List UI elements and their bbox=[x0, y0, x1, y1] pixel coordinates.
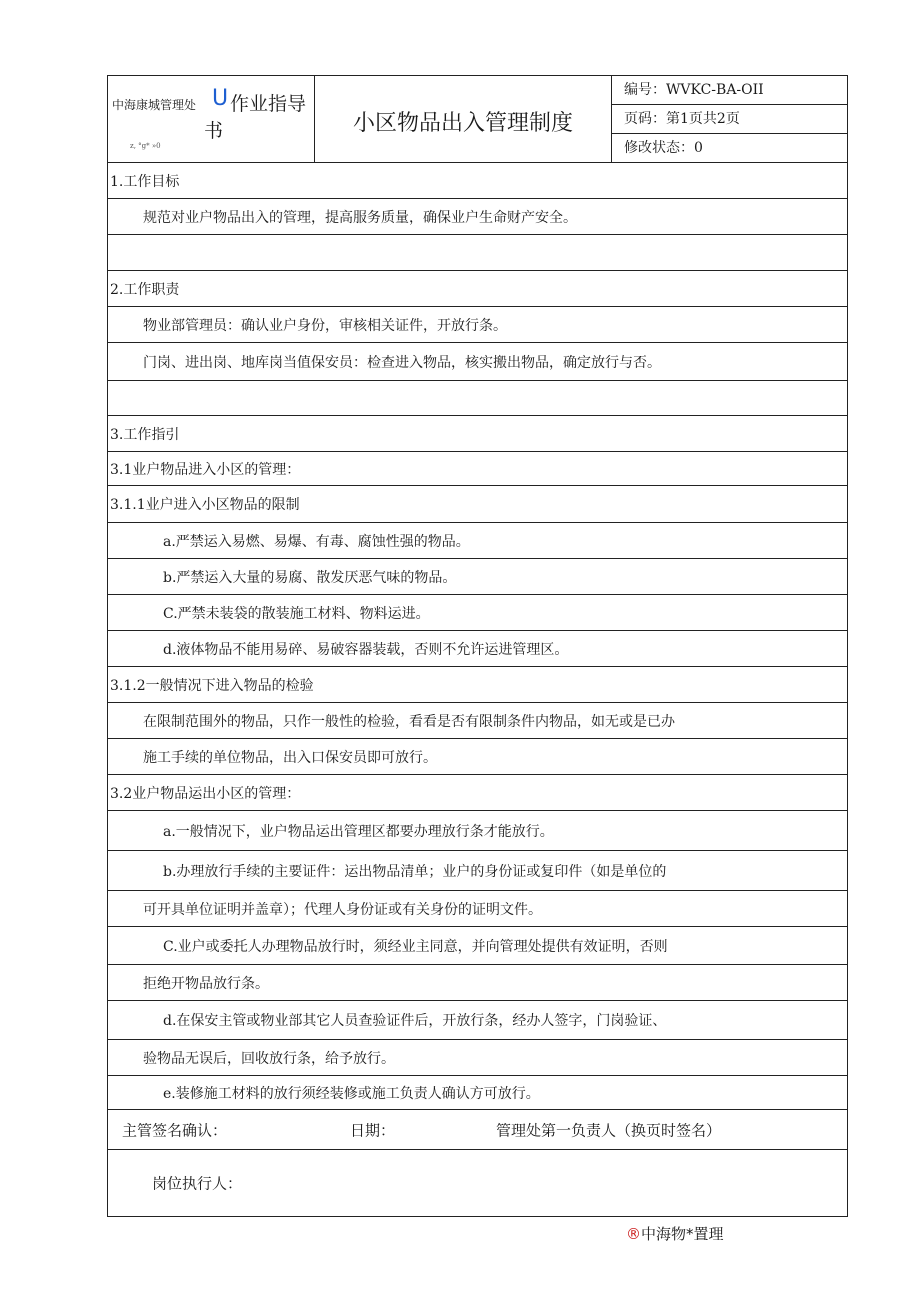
document-header bbox=[108, 76, 847, 163]
row-text: 2.工作职责 bbox=[110, 281, 180, 298]
row-text: b.办理放行手续的主要证件：运出物品清单；业户的身份证或复印件（如是单位的 bbox=[163, 863, 667, 880]
row-text: 3.1业户物品进入小区的管理： bbox=[110, 461, 301, 478]
row-text: 规范对业户物品出入的管理，提高服务质量，确保业户生命财产安全。 bbox=[143, 209, 577, 226]
row-text: a.严禁运入易燃、易爆、有毒、腐蚀性强的物品。 bbox=[163, 533, 470, 550]
body-row bbox=[108, 1040, 847, 1076]
list-item bbox=[108, 927, 847, 965]
document-form bbox=[107, 75, 848, 1217]
row-text: 3.工作指引 bbox=[110, 426, 180, 443]
list-item bbox=[108, 1001, 847, 1040]
instruction-label-line2: 书 bbox=[204, 120, 224, 142]
list-item bbox=[108, 523, 847, 559]
row-text: 门岗、进出岗、地库岗当值保安员：检查进入物品，核实搬出物品，确定放行与否。 bbox=[143, 354, 661, 371]
section-heading bbox=[108, 416, 847, 452]
header-title-cell bbox=[315, 76, 612, 162]
subsection-heading bbox=[108, 667, 847, 703]
revision-status: 修改状态：0 bbox=[624, 140, 703, 156]
empty-row bbox=[108, 381, 847, 416]
row-text: d.液体物品不能用易碎、易破容器装载，否则不允许运进管理区。 bbox=[163, 641, 569, 658]
list-item bbox=[108, 811, 847, 851]
signature-row bbox=[108, 1110, 847, 1150]
subsection-heading bbox=[108, 775, 847, 811]
section-heading bbox=[108, 163, 847, 199]
list-item bbox=[108, 559, 847, 595]
body-row bbox=[108, 703, 847, 739]
section-heading bbox=[108, 271, 847, 307]
row-text: d.在保安主管或物业部其它人员查验证件后，开放行条，经办人签字，门岗验证、 bbox=[163, 1013, 667, 1029]
subsection-heading bbox=[108, 486, 847, 523]
header-org-cell bbox=[108, 76, 315, 162]
list-item bbox=[108, 595, 847, 631]
registered-mark-icon: ® bbox=[626, 1225, 641, 1243]
header-meta-cell bbox=[612, 76, 847, 162]
row-text: 施工手续的单位物品，出入口保安员即可放行。 bbox=[143, 749, 437, 766]
tiny-mark-text: z, °g* »0 bbox=[130, 142, 161, 150]
row-text: 3.1.1业户进入小区物品的限制 bbox=[110, 497, 300, 513]
list-item bbox=[108, 1076, 847, 1110]
row-text: C.严禁未装袋的散装施工材料、物料运进。 bbox=[163, 605, 430, 622]
body-row bbox=[108, 343, 847, 381]
u-logo-icon: U bbox=[212, 86, 229, 111]
list-item bbox=[108, 851, 847, 891]
row-text: 拒绝开物品放行条。 bbox=[143, 975, 269, 992]
body-row bbox=[108, 199, 847, 235]
head-signature-label: 管理处第一负责人（换页时签名） bbox=[496, 1121, 722, 1139]
page-number: 页码：第1页共2页 bbox=[612, 105, 847, 134]
list-item bbox=[108, 631, 847, 667]
org-name: 中海康城管理处 bbox=[112, 98, 197, 112]
row-text: b.严禁运入大量的易腐、散发厌恶气味的物品。 bbox=[163, 569, 457, 586]
body-row bbox=[108, 307, 847, 343]
footer-brand-text: 中海物*置理 bbox=[641, 1225, 724, 1243]
instruction-label-line1: 作业指导 bbox=[230, 93, 307, 115]
row-text: 在限制范围外的物品，只作一般性的检验，看看是否有限制条件内物品，如无或是已办 bbox=[143, 713, 675, 730]
row-text: C.业户或委托人办理物品放行时，须经业主同意，并向管理处提供有效证明，否则 bbox=[163, 938, 668, 955]
supervisor-signature-label: 主管签名确认： bbox=[122, 1121, 228, 1139]
row-text: 3.2业户物品运出小区的管理： bbox=[110, 785, 301, 802]
executor-row bbox=[108, 1150, 847, 1216]
row-text: e.装修施工材料的放行须经装修或施工负责人确认方可放行。 bbox=[163, 1085, 540, 1102]
document-code: 编号：WVKC-BA-OII bbox=[612, 76, 847, 105]
row-text: 1.工作目标 bbox=[110, 173, 180, 190]
date-label: 日期： bbox=[350, 1121, 396, 1139]
row-text: 3.1.2一般情况下进入物品的检验 bbox=[110, 677, 314, 694]
document-title: 小区物品出入管理制度 bbox=[352, 111, 573, 136]
row-text: 验物品无误后，回收放行条，给予放行。 bbox=[143, 1050, 395, 1067]
subsection-heading bbox=[108, 452, 847, 486]
body-row bbox=[108, 739, 847, 775]
footer-brand bbox=[626, 1223, 724, 1244]
body-row bbox=[108, 965, 847, 1001]
row-text: 可开具单位证明并盖章）；代理人身份证或有关身份的证明文件。 bbox=[143, 901, 542, 918]
body-row bbox=[108, 891, 847, 927]
executor-label: 岗位执行人： bbox=[152, 1174, 243, 1193]
row-text: 物业部管理员：确认业户身份，审核相关证件，开放行条。 bbox=[143, 317, 507, 334]
empty-row bbox=[108, 235, 847, 271]
row-text: a.一般情况下，业户物品运出管理区都要办理放行条才能放行。 bbox=[163, 823, 554, 840]
